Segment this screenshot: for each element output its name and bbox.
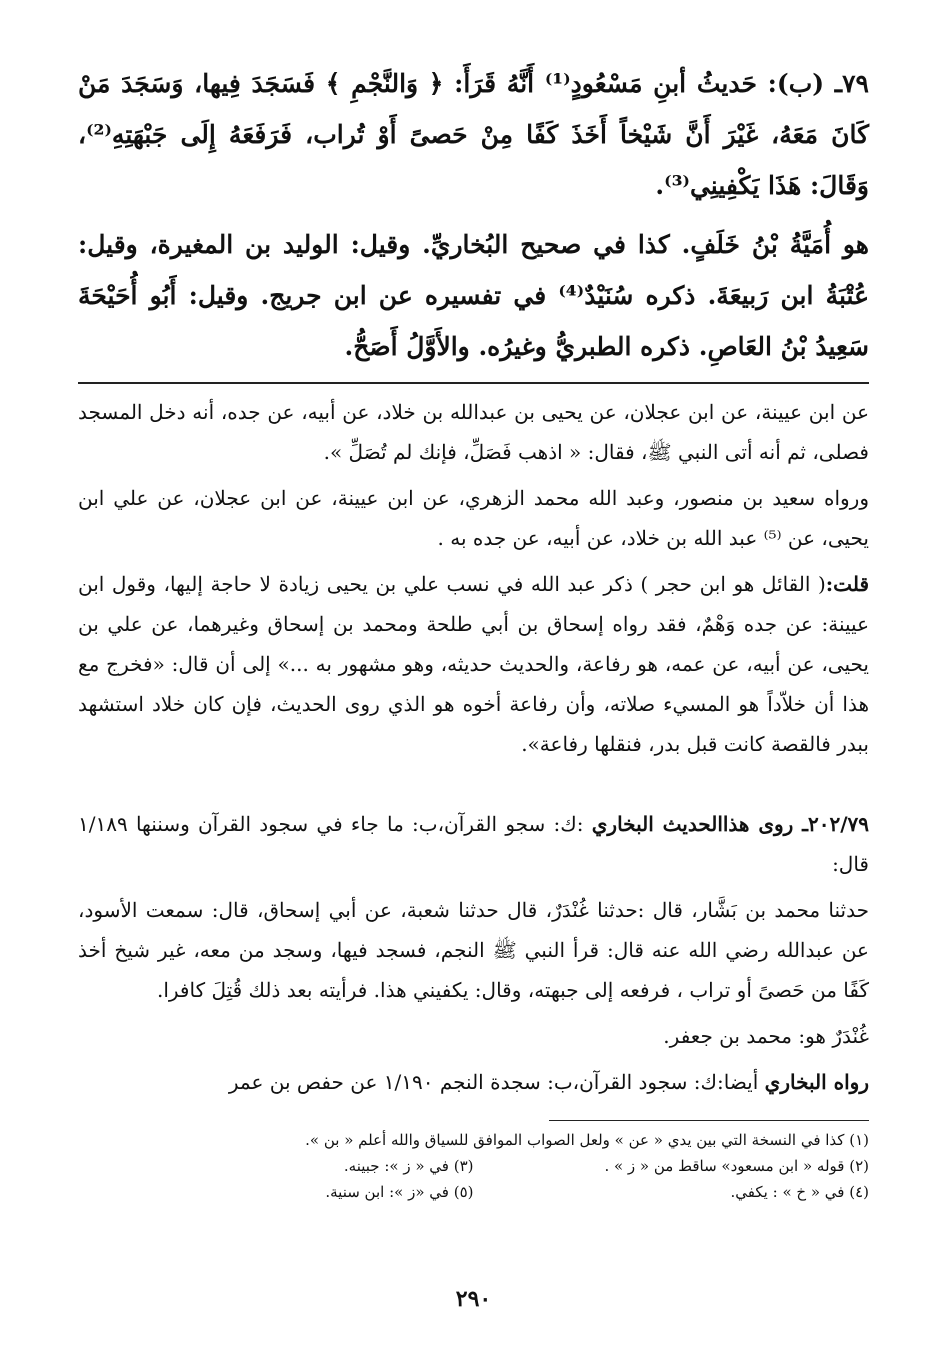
note-paragraph-2: ورواه سعيد بن منصور، وعبد الله محمد الزهري، عن ابن عيينة، عن ابن عجلان، عن علي ابن يحيى، عن ⁽⁵⁾ عبد الله بن خلاد، عن أبيه، عن جده به .	[78, 486, 869, 550]
footnote-5: (٥) في «ز »: ابن سنية.	[325, 1183, 474, 1201]
note-paragraph-3	[78, 564, 869, 764]
note-7-label: رواه البخاري	[764, 1070, 869, 1094]
footnote-1: (١) كذا في النسخة التي بين يدي « عن » ولعل الصواب الموافق للسياق والله أعلم « بن ».	[305, 1131, 869, 1149]
footnotes	[78, 1127, 869, 1205]
footnote-row-2	[78, 1179, 869, 1205]
note-paragraph-1: عن ابن عيينة، عن ابن عجلان، عن يحيى بن عبدالله بن خلاد، عن أبيه، عن جده، أنه دخل المسجد فصلى، ثم أنه أتى النبي ﷺ، فقال: « اذهب فَصَلِّ، فإنك لم تُصَلِّ ».	[78, 400, 869, 464]
section-divider	[78, 382, 869, 384]
hadith-paragraph	[78, 58, 869, 211]
note-7-text: أيضا:ك: سجود القرآن،ب: سجدة النجم ١/١٩٠ عن حفص بن عمر	[228, 1070, 759, 1094]
note-paragraph-7	[78, 1062, 869, 1102]
note-3-text: ( القائل هو ابن حجر ) ذكر عبد الله في نسب علي بن يحيى زيادة لا حاجة إليها، وقول ابن عيينة: عن جده وَهْمٌ، فقد رواه إسحاق بن أبي طلحة ومحمد بن إسحاق وغيرهما، عن علي بن يحيى، عن أبيه، عن عمه، هو رفاعة، والحديث حديثه، وهو مشهور به ...» إلى أن قال: «فخرج مع هذا أن خلاّداً هو المسيء صلاته، وأن رفاعة أخوه هو الذي روى الحديث، فإن كان خلاد استشهد ببدر فالقصة كانت قبل بدر، فنقلها رفاعة».	[78, 572, 869, 756]
commentary-paragraph: هو أُمَيَّةُ بْنُ خَلَفٍ. كذا في صحيح البُخاريِّ. وقيل: الوليد بن المغيرة، وقيل: عُتْبَةُ ابن رَبيعَةَ. ذكره سُنَيْدٌ⁽⁴⁾ في تفسيره عن ابن جريج. وقيل: أَبُو أُحَيْحَةَ سَعِيدُ بْنُ العَاصِ. ذكره الطبريُّ وغيرُه. والأَوَّلُ أَصَحُّ.	[78, 230, 869, 361]
note-paragraph-5: حدثنا محمد بن بَشَّار، قال :حدثنا غُنْدَرٌ، قال حدثنا شعبة، عن أبي إسحاق، قال: سمعت الأسود، عن عبدالله رضي الله عنه قال: قرأ النبي ﷺ النجم، فسجد فيها، وسجد من معه، غير شيخ أخذ كَفًا من حَصىً أو تراب ، فرفعه إلى جبهته، وقال: يكفيني هذا. فرأيته بعد ذلك قُتِلَ كافرا.	[78, 898, 869, 1002]
page-number: ٢٩٠	[455, 1286, 492, 1312]
note-paragraph-6: غُنْدَرٌ هو: محمد بن جعفر.	[663, 1024, 869, 1048]
note-paragraph-4	[78, 804, 869, 884]
footnote-rule	[549, 1120, 869, 1121]
hadith-number: ٧٩ـ	[834, 69, 869, 98]
hadith-prefix: (ب):	[767, 69, 825, 98]
footnote-row-1	[78, 1153, 869, 1179]
footnote-3: (٣) في « ز »: جبينه.	[343, 1157, 474, 1175]
main-text	[78, 58, 869, 372]
page	[78, 58, 869, 1347]
note-4-label: ٢٠٢/٧٩ـ روى هذاالحديث البخاري	[591, 812, 869, 836]
footnote-2: (٢) قوله « ابن مسعود» ساقط من « ز » .	[604, 1157, 869, 1175]
notes-section	[78, 392, 869, 1102]
footnote-4: (٤) في « خ » : يكفي.	[730, 1183, 869, 1201]
note-3-label: قلت:	[825, 572, 869, 596]
note-4-text: :ك: سجو القرآن،ب: ما جاء في سجود القرآن وسننها ١/١٨٩ قال:	[78, 812, 869, 876]
hadith-text: حَديثُ أبنِ مَسْعُودٍ⁽¹⁾ أَنَّهُ قَرَأَ: ﴿ وَالنَّجْمِ ﴾ فَسَجَدَ فِيها، وَسَجَدَ مَنْ كَانَ مَعَهُ، غَيْرَ أَنَّ شَيْخاً أَخَذَ كَفًا مِنْ حَصىً أَوْ تُراب، فَرَفَعَهُ إِلَى جَبْهَتِهِ⁽²⁾، وَقَالَ: هَذَا يَكْفِينِي⁽³⁾.	[78, 69, 869, 200]
